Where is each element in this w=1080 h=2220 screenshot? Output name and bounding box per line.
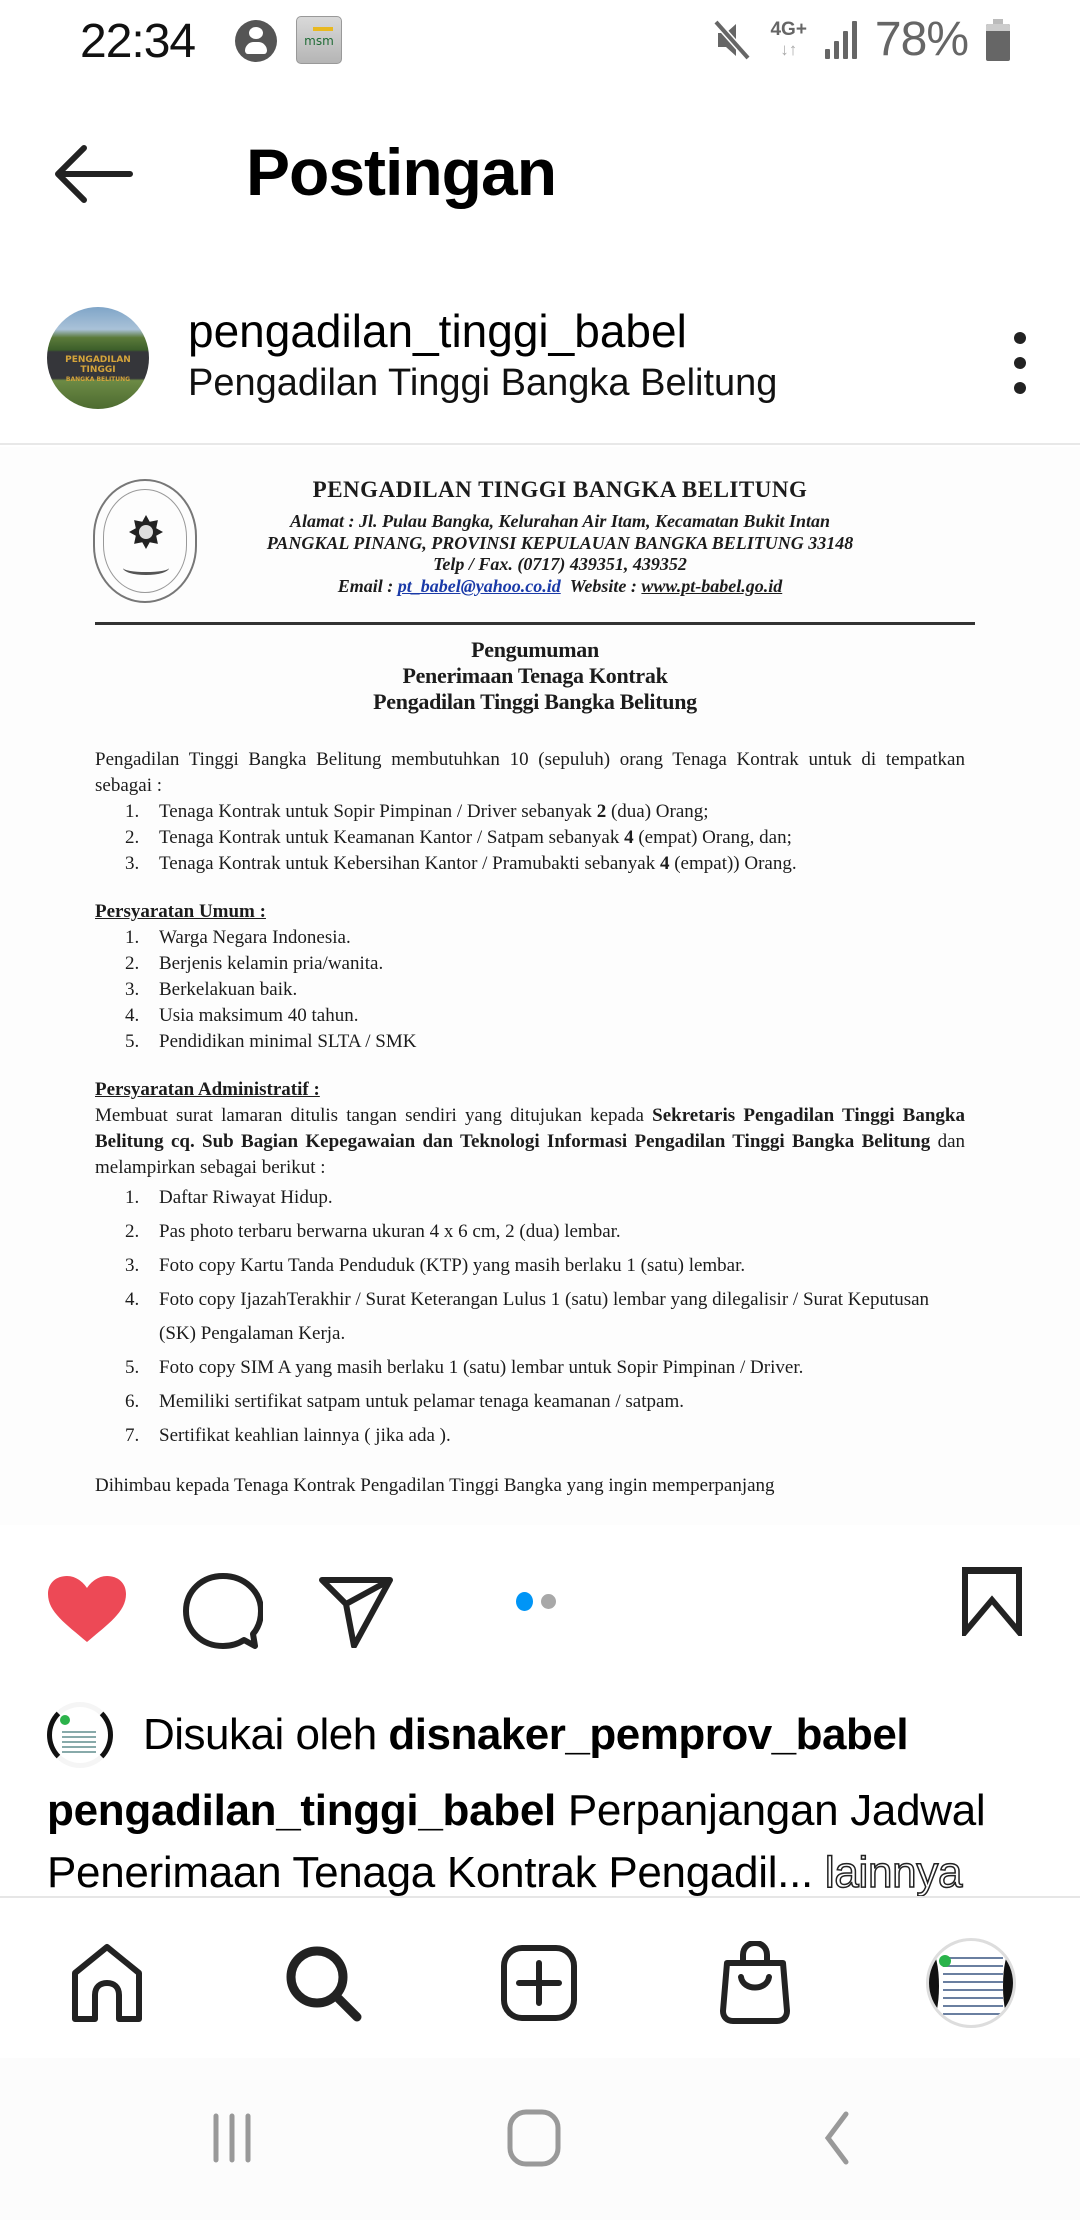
list-number: 7. (125, 1425, 140, 1446)
comment-icon[interactable] (183, 1572, 263, 1650)
liker-avatar[interactable] (47, 1702, 113, 1768)
list-number: 1. (125, 927, 140, 948)
profile-avatar (926, 1938, 1016, 2028)
letterhead (200, 477, 920, 597)
home-button-icon (504, 2108, 564, 2168)
recent-apps-button[interactable] (182, 2088, 282, 2188)
back-chevron-icon (806, 2108, 866, 2168)
likes-row (47, 1700, 908, 1770)
positions-list (95, 799, 965, 877)
general-requirement-item (125, 1003, 965, 1029)
network-type: 4G+ (770, 18, 807, 40)
caption-more-link[interactable]: lainnya (812, 1848, 963, 1896)
search-icon (283, 1943, 363, 2023)
back-button[interactable] (48, 138, 138, 210)
admin-requirement-item (125, 1419, 965, 1453)
account-icon (235, 20, 277, 62)
page-title: Postingan (246, 135, 557, 209)
system-home-button[interactable] (484, 2088, 584, 2188)
position-item (125, 799, 965, 825)
arrow-left-icon (48, 138, 138, 210)
list-number: 2. (125, 953, 140, 974)
nav-new-post[interactable] (494, 1938, 584, 2028)
status-bar (0, 0, 1080, 84)
like-heart-icon[interactable] (46, 1574, 128, 1644)
post-caption (47, 1780, 1047, 1896)
list-text: Sertifikat keahlian lainnya ( jika ada ). (159, 1425, 451, 1446)
list-number: 2. (125, 827, 140, 848)
court-emblem-logo (93, 479, 197, 603)
caption-text: Perpanjangan Jadwal Penerimaan Tenaga Kontrak Pengadil... (47, 1786, 986, 1896)
letterhead-address: Alamat : Jl. Pulau Bangka, Kelurahan Air Itam, Kecamatan Bukit Intan PANGKAL PINANG, PROVINSI KEPULAUAN BANGKA BELITUNG 33148 Telp / Fax. (0717) 439351, 439352 Email : pt_babel@yahoo.co.id Website : www.pt-babel.go.id (266, 511, 854, 596)
data-arrows-icon: ↓↑ (780, 39, 798, 59)
admin-requirement-item (125, 1385, 965, 1419)
list-text: Pas photo terbaru berwarna ukuran 4 x 6 cm, 2 (dua) lembar. (159, 1221, 621, 1242)
admin-requirement-item (125, 1181, 965, 1215)
list-text: Tenaga Kontrak untuk Kebersihan Kantor / Pramubakti sebanyak 4 (empat)) Orang. (159, 853, 797, 874)
post-location[interactable]: Pengadilan Tinggi Bangka Belitung (188, 362, 778, 404)
announcement-body (95, 747, 965, 1499)
bottom-navigation (0, 1896, 1080, 2058)
general-requirement-item (125, 977, 965, 1003)
list-text: Tenaga Kontrak untuk Sopir Pimpinan / Driver sebanyak 2 (dua) Orang; (159, 801, 709, 822)
app-header (0, 120, 1080, 230)
intro-paragraph: Pengadilan Tinggi Bangka Belitung membutuhkan 10 (sepuluh) orang Tenaga Kontrak untuk di tempatkan sebagai : (95, 749, 965, 796)
share-send-icon[interactable] (318, 1576, 394, 1648)
admin-requirement-item (125, 1283, 965, 1351)
list-number: 3. (125, 853, 140, 874)
general-requirement-item (125, 951, 965, 977)
list-text: Foto copy SIM A yang masih berlaku 1 (satu) lembar untuk Sopir Pimpinan / Driver. (159, 1357, 804, 1378)
signal-icon (825, 21, 857, 59)
more-options-button[interactable] (1002, 328, 1038, 398)
carousel-indicator (516, 1592, 556, 1611)
website-link: www.pt-babel.go.id (641, 575, 783, 596)
carousel-dot (541, 1594, 556, 1609)
more-dot-icon (1014, 332, 1026, 344)
position-item (125, 851, 965, 877)
network-indicator (770, 20, 806, 60)
announcement-title: Pengumuman Penerimaan Tenaga Kontrak Pengadilan Tinggi Bangka Belitung (373, 637, 697, 714)
closing-paragraph: Dihimbau kepada Tenaga Kontrak Pengadilan Tinggi Bangka yang ingin memperpanjang (95, 1475, 775, 1496)
admin-requirement-item (125, 1215, 965, 1249)
nav-search[interactable] (278, 1938, 368, 2028)
admin-intro-paragraph: Membuat surat lamaran ditulis tangan sendiri yang ditujukan kepada Sekretaris Pengadilan Tinggi Bangka Belitung cq. Sub Bagian Kepegawaian dan Teknologi Informasi Pengadilan Tinggi Bangka Belitung dan melampirkan sebagai berikut : (95, 1105, 965, 1178)
home-icon (67, 1943, 147, 2023)
general-requirement-item (125, 1029, 965, 1055)
list-text: Berkelakuan baik. (159, 979, 298, 1000)
post-actions (0, 1540, 1080, 1670)
caption-username[interactable]: pengadilan_tinggi_babel (47, 1786, 556, 1835)
carousel-dot-active (516, 1592, 533, 1611)
system-back-button[interactable] (786, 2088, 886, 2188)
nav-home[interactable] (62, 1938, 152, 2028)
mute-icon (712, 18, 752, 62)
more-dot-icon (1014, 382, 1026, 394)
msm-app-notification-icon: msm (296, 16, 342, 64)
liker-username[interactable]: disnaker_pemprov_babel (388, 1710, 909, 1759)
list-text: Usia maksimum 40 tahun. (159, 1005, 359, 1026)
status-time: 22:34 (80, 15, 196, 68)
post-author-username[interactable]: pengadilan_tinggi_babel (188, 305, 687, 357)
admin-requirement-item (125, 1351, 965, 1385)
list-text: Foto copy Kartu Tanda Penduduk (KTP) yang masih berlaku 1 (satu) lembar. (159, 1255, 746, 1276)
list-text: Tenaga Kontrak untuk Keamanan Kantor / Satpam sebanyak 4 (empat) Orang, dan; (159, 827, 792, 848)
likes-text: Disukai oleh disnaker_pemprov_babel (143, 1710, 909, 1759)
letterhead-org: PENGADILAN TINGGI BANGKA BELITUNG (312, 477, 808, 502)
list-number: 6. (125, 1391, 140, 1412)
battery-icon (986, 19, 1010, 61)
list-text: Foto copy IjazahTerakhir / Surat Keterangan Lulus 1 (satu) lembar yang dilegalisir / Surat Keputusan (SK) Pengalaman Kerja. (159, 1289, 930, 1344)
more-dot-icon (1014, 357, 1026, 369)
bookmark-save-icon[interactable] (960, 1566, 1024, 1636)
list-number: 3. (125, 1255, 140, 1276)
list-number: 4. (125, 1005, 140, 1026)
system-navigation-bar (0, 2058, 1080, 2220)
post-image-announcement[interactable] (0, 447, 1080, 1525)
list-number: 1. (125, 801, 140, 822)
admin-requirement-item (125, 1249, 965, 1283)
new-post-icon (499, 1943, 579, 2023)
post-header (0, 290, 1080, 445)
email-link: pt_babel@yahoo.co.id (397, 575, 561, 596)
list-text: Warga Negara Indonesia. (159, 927, 351, 948)
list-number: 5. (125, 1031, 140, 1052)
list-number: 2. (125, 1221, 140, 1242)
nav-profile[interactable] (926, 1938, 1016, 2028)
general-requirements-list (95, 925, 965, 1055)
list-text: Berjenis kelamin pria/wanita. (159, 953, 384, 974)
list-number: 4. (125, 1289, 140, 1310)
list-text: Daftar Riwayat Hidup. (159, 1187, 333, 1208)
post-author-avatar[interactable] (47, 307, 149, 409)
list-number: 1. (125, 1187, 140, 1208)
position-item (125, 825, 965, 851)
letterhead-divider (95, 622, 975, 625)
battery-percent: 78% (874, 13, 968, 66)
list-number: 5. (125, 1357, 140, 1378)
shop-bag-icon (715, 1941, 795, 2025)
recent-apps-icon (202, 2108, 262, 2168)
admin-requirements-heading: Persyaratan Administratif : (95, 1079, 320, 1100)
avatar-sign: PENGADILAN TINGGI BANGKA BELITUNG (65, 355, 131, 383)
nav-shop[interactable] (710, 1938, 800, 2028)
general-requirements-heading: Persyaratan Umum : (95, 901, 266, 922)
list-number: 3. (125, 979, 140, 1000)
admin-requirements-list (95, 1181, 965, 1453)
list-text: Pendidikan minimal SLTA / SMK (159, 1031, 417, 1052)
general-requirement-item (125, 925, 965, 951)
list-text: Memiliki sertifikat satpam untuk pelamar tenaga keamanan / satpam. (159, 1391, 684, 1412)
